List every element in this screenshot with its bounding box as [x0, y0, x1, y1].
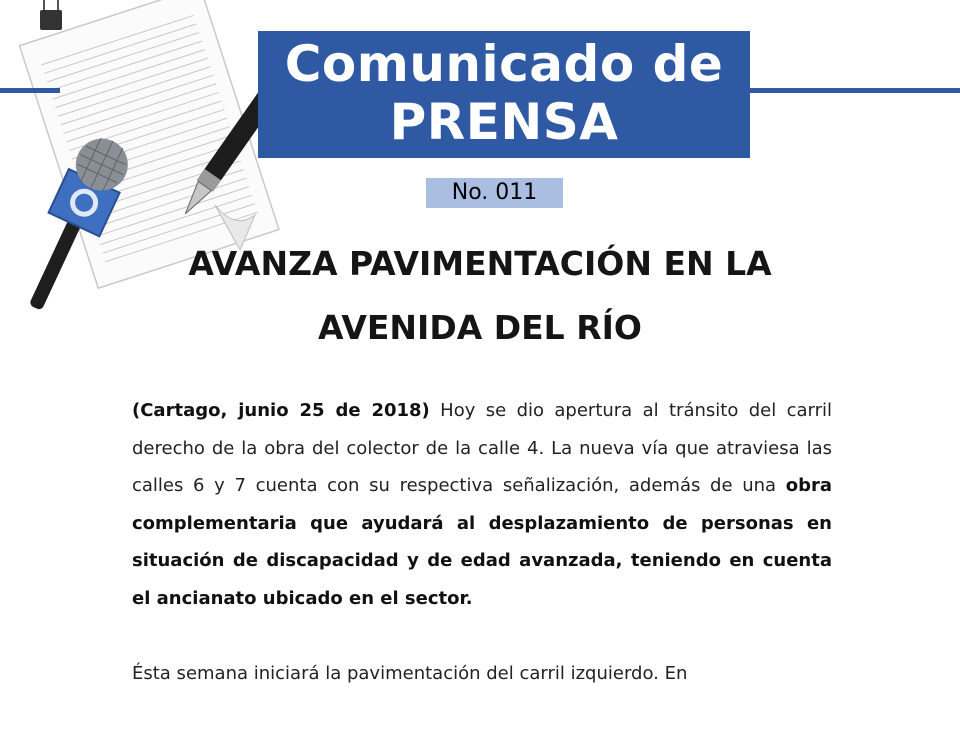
headline: [150, 232, 810, 360]
dateline: (Cartago, junio 25 de 2018): [132, 400, 430, 421]
paragraph-1-bold-text: obra complementaria que ayudará al desplazamiento de personas en situación de discapacidad y de edad avanzada, teniendo en cuenta el ancianato ubicado en el sector.: [132, 475, 832, 609]
article-body: [132, 392, 832, 731]
header-rule-right: [748, 88, 960, 93]
title-line-1: Comunicado de: [284, 35, 724, 93]
headline-line-2: AVENIDA DEL RÍO: [318, 308, 642, 347]
title-line-2: PRENSA: [389, 93, 619, 151]
headline-line-1: AVANZA PAVIMENTACIÓN EN LA: [188, 244, 772, 283]
press-release-title-box: [258, 31, 750, 158]
binder-clip-icon: [40, 0, 62, 30]
header-rule-left: [0, 88, 60, 93]
paragraph-1-text: Hoy se dio apertura al tránsito del carril derecho de la obra del colector de la calle 4. La nueva vía que atraviesa las calles 6 y 7 cuenta con su respectiva señalización, además de una: [132, 400, 833, 496]
release-number-badge: No. 011: [426, 178, 563, 208]
paragraph-1: [132, 392, 832, 617]
paragraph-2: Ésta semana iniciará la pavimentación del carril izquierdo. En: [132, 663, 688, 684]
